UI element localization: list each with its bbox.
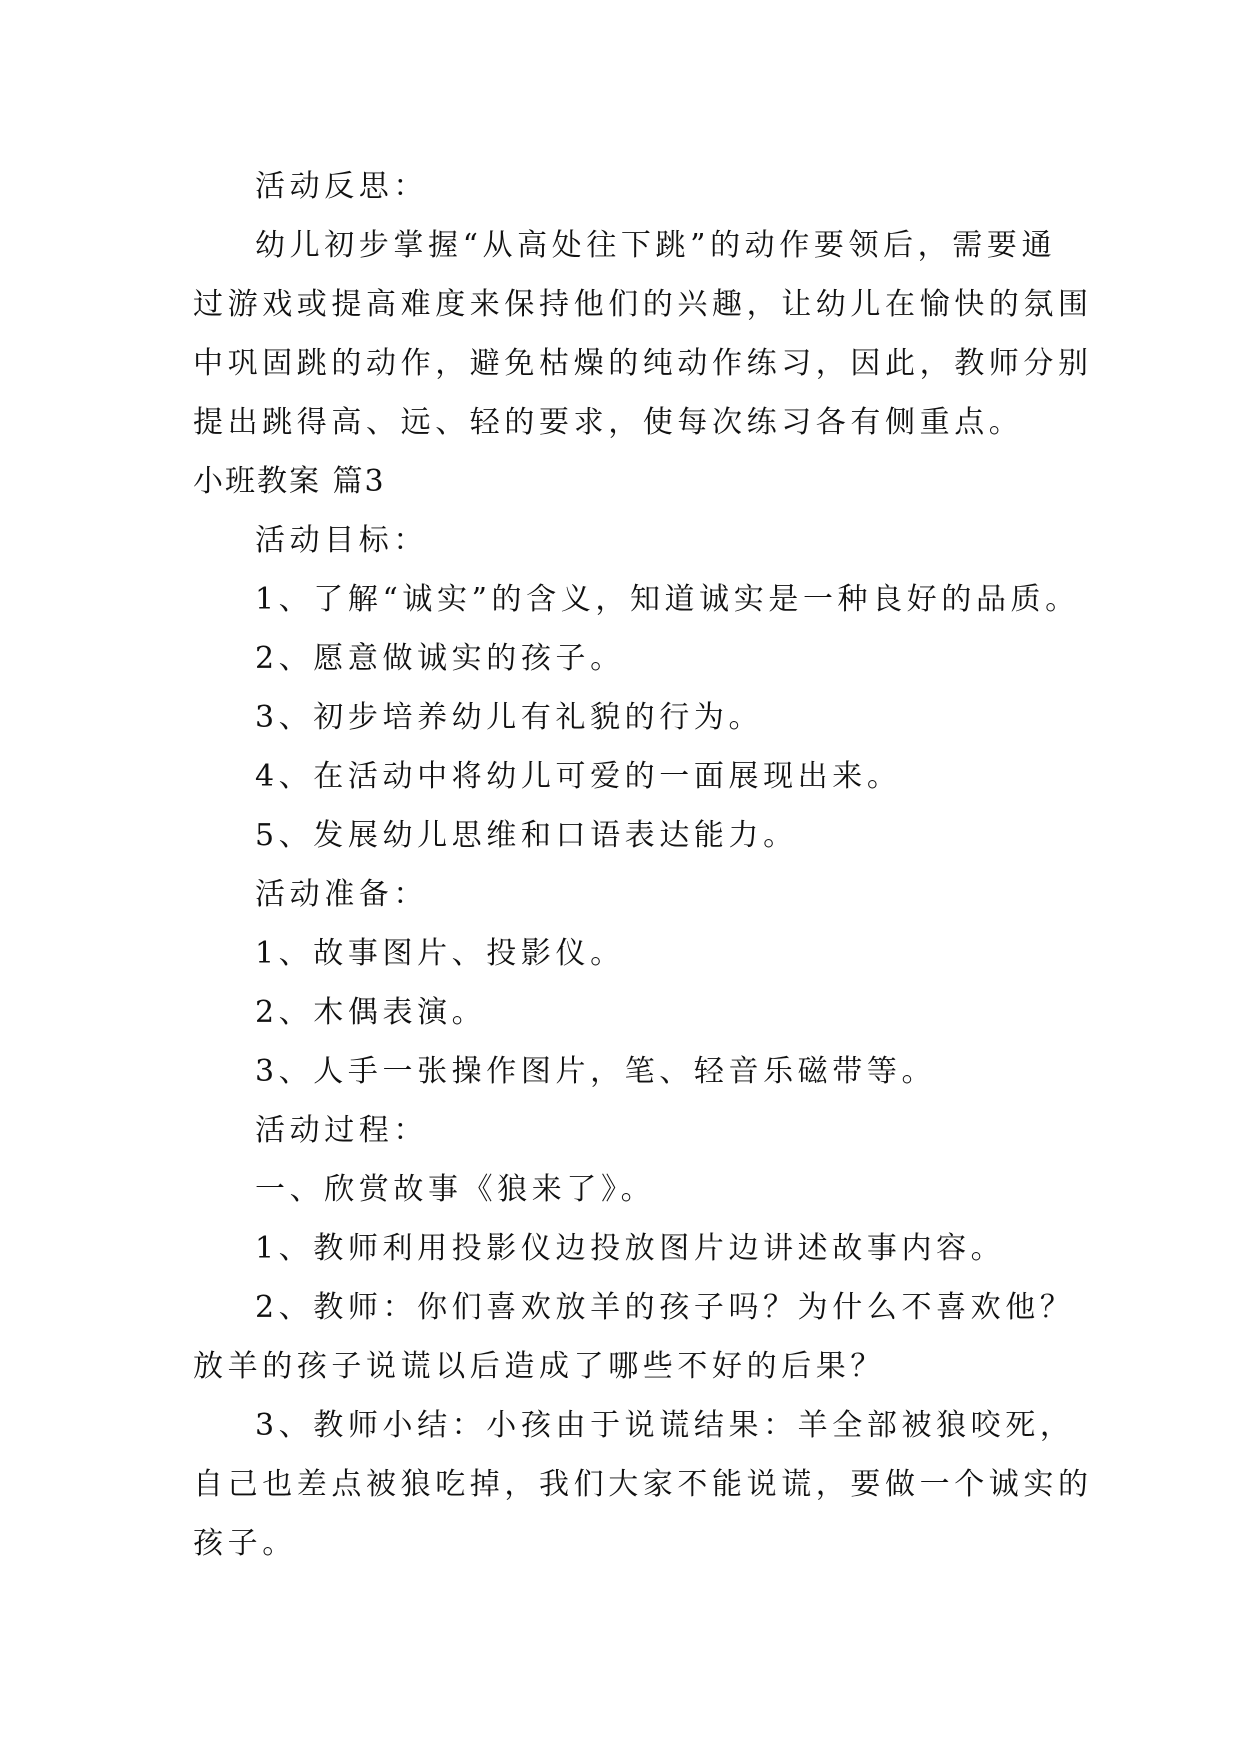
list-item: 3、人手一张操作图片，笔、轻音乐磁带等。 [255,1054,937,1089]
list-item: 1、教师利用投影仪边投放图片边讲述故事内容。 [255,1231,1006,1266]
list-item: 3、初步培养幼儿有礼貌的行为。 [255,700,764,735]
list-item: 2、愿意做诚实的孩子。 [255,641,625,676]
paragraph-line: 提出跳得高、远、轻的要求，使每次练习各有侧重点。 [193,405,1024,440]
list-item: 一、欣赏故事《狼来了》。 [255,1172,656,1207]
heading-activity-goals: 活动目标： [255,523,428,558]
list-item: 1、故事图片、投影仪。 [255,936,625,971]
heading-activity-preparation: 活动准备： [255,877,428,912]
paragraph-line: 自己也差点被狼吃掉，我们大家不能说谎，要做一个诚实的 [193,1467,1093,1502]
heading-activity-reflection: 活动反思： [255,169,428,204]
section-title: 小班教案 篇3 [193,464,386,499]
list-item: 2、教师：你们喜欢放羊的孩子吗？为什么不喜欢他？ [255,1290,1075,1325]
paragraph-line: 中巩固跳的动作，避免枯燥的纯动作练习，因此，教师分别 [193,346,1093,381]
list-item: 3、教师小结：小孩由于说谎结果：羊全部被狼咬死， [255,1408,1075,1443]
paragraph-line: 放羊的孩子说谎以后造成了哪些不好的后果？ [193,1349,885,1384]
paragraph-line: 过游戏或提高难度来保持他们的兴趣，让幼儿在愉快的氛围 [193,287,1093,322]
document-body [193,157,1093,1573]
paragraph-line: 孩子。 [193,1526,297,1561]
heading-activity-process: 活动过程： [255,1113,428,1148]
paragraph-line: 幼儿初步掌握“从高处往下跳”的动作要领后，需要通 [255,228,1057,263]
list-item: 2、木偶表演。 [255,995,487,1030]
list-item: 1、了解“诚实”的含义，知道诚实是一种良好的品质。 [255,582,1080,617]
list-item: 4、在活动中将幼儿可爱的一面展现出来。 [255,759,902,794]
list-item: 5、发展幼儿思维和口语表达能力。 [255,818,798,853]
